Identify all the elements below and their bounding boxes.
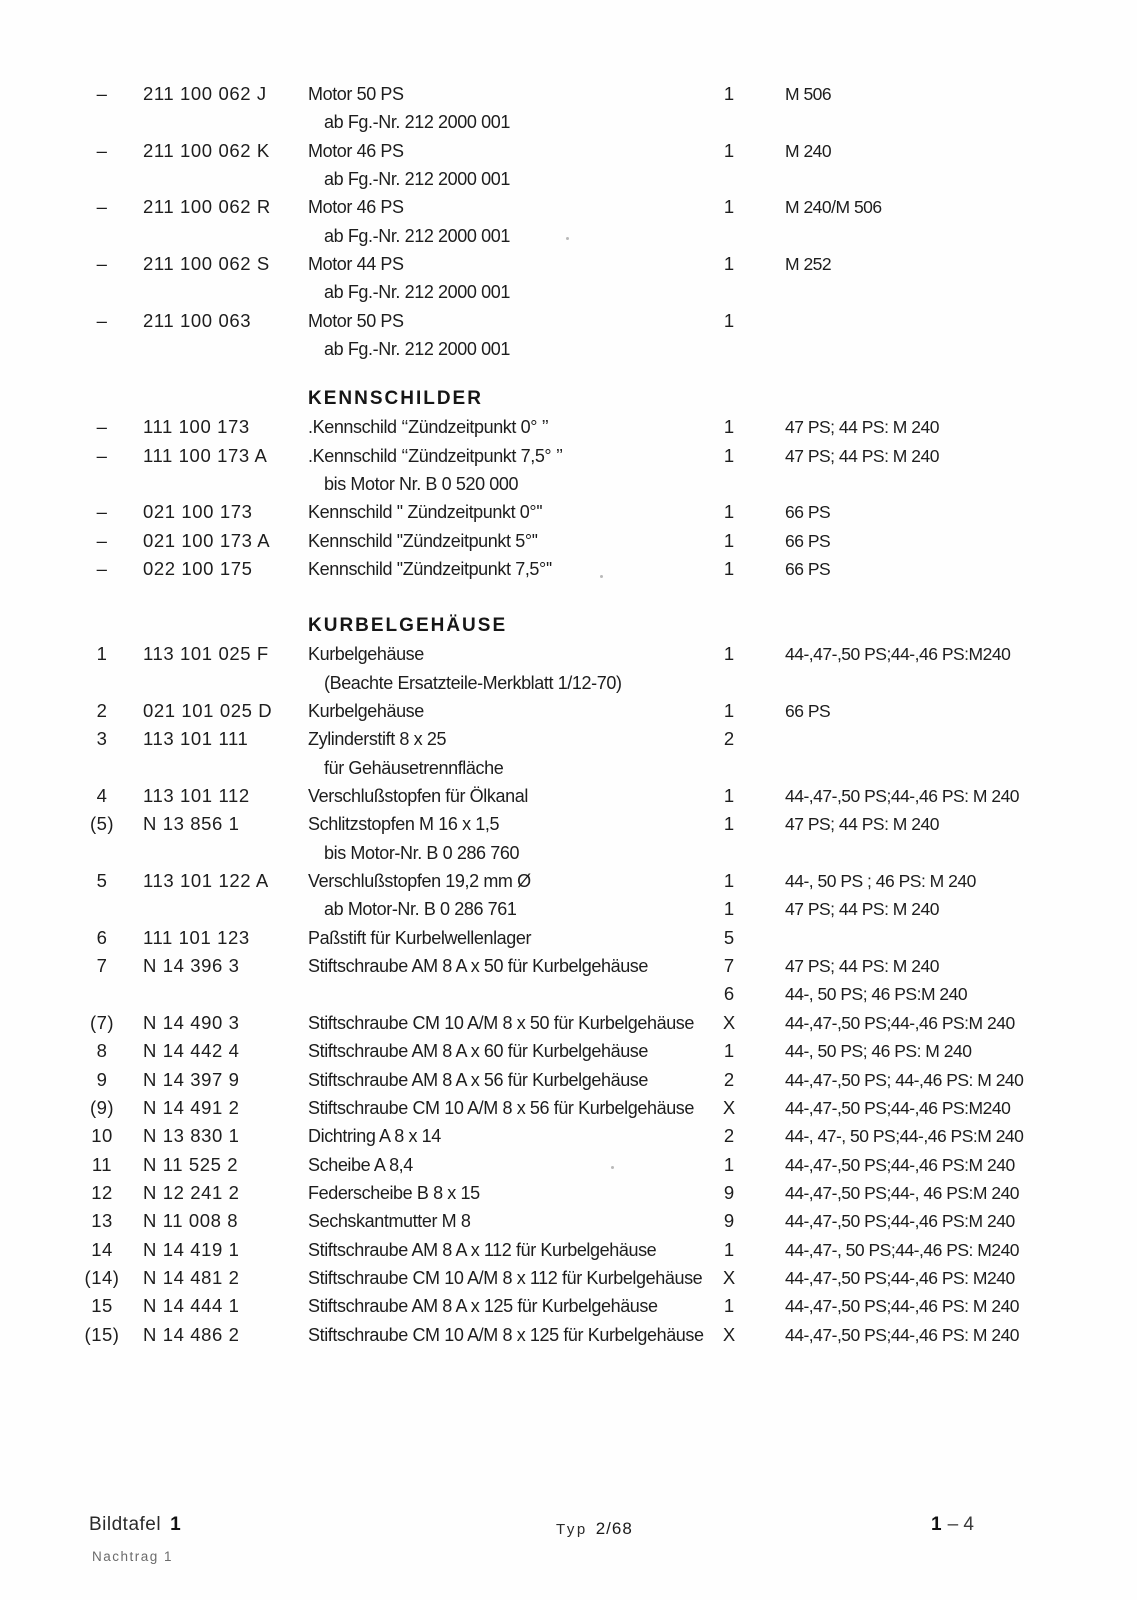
- table-row: [0, 470, 1137, 498]
- row-position: (9): [89, 1096, 115, 1118]
- table-row: [0, 669, 1137, 697]
- table-row: [0, 278, 1137, 306]
- table-row: [0, 527, 1137, 555]
- table-row: [0, 1264, 1137, 1292]
- description: Stiftschraube CM 10 A/M 8 x 56 für Kurbelgehäuse: [308, 1097, 695, 1118]
- quantity: 1: [723, 898, 735, 920]
- model-note: 44-,47-,50 PS;44-,46 PS:M240: [785, 644, 1011, 665]
- quantity: X: [722, 1266, 736, 1288]
- part-number: N 12 241 2: [143, 1181, 240, 1203]
- description: Verschlußstopfen für Ölkanal: [308, 786, 528, 807]
- model-note: 66 PS: [785, 502, 831, 523]
- description: ab Fg.-Nr. 212 2000 001: [324, 169, 510, 190]
- description: (Beachte Ersatzteile-Merkblatt 1/12-70): [324, 672, 622, 693]
- description: Motor 44 PS: [308, 254, 404, 275]
- description: Motor 46 PS: [308, 140, 404, 161]
- table-row: [0, 442, 1137, 470]
- model-note: 44-, 50 PS; 46 PS:M 240: [785, 984, 968, 1005]
- model-note: M 252: [785, 254, 832, 275]
- page-number-main: 1: [931, 1514, 942, 1535]
- model-note: 47 PS; 44 PS: M 240: [785, 956, 939, 977]
- part-number: N 14 491 2: [143, 1096, 240, 1118]
- description: Stiftschraube AM 8 A x 125 für Kurbelgehäuse: [308, 1296, 658, 1317]
- description: Kurbelgehäuse: [308, 701, 424, 722]
- part-number: 021 100 173 A: [143, 529, 271, 551]
- description: ab Motor-Nr. B 0 286 761: [324, 899, 517, 920]
- table-row: [0, 782, 1137, 810]
- quantity: 9: [723, 1181, 735, 1203]
- description: Kennschild '' Zündzeitpunkt 0°'': [308, 502, 543, 523]
- model-note: M 240: [785, 140, 832, 161]
- part-number: N 14 490 3: [143, 1011, 240, 1033]
- quantity: 1: [723, 1295, 735, 1317]
- row-position: 10: [91, 1125, 113, 1147]
- table-row: [0, 810, 1137, 838]
- row-position: 13: [91, 1210, 113, 1232]
- plate-reference: [89, 1514, 181, 1536]
- row-position: 6: [96, 926, 108, 948]
- section-motor-list: [0, 80, 1137, 363]
- part-number: N 14 396 3: [143, 955, 240, 977]
- part-number: 211 100 063: [143, 309, 252, 331]
- description: Schlitzstopfen M 16 x 1,5: [308, 814, 500, 835]
- description: Zylinderstift 8 x 25: [308, 729, 447, 750]
- part-number: N 14 444 1: [143, 1295, 240, 1317]
- plate-label: Bildtafel: [89, 1514, 162, 1535]
- table-row: [0, 80, 1137, 108]
- description: ab Fg.-Nr. 212 2000 001: [324, 225, 510, 246]
- table-row: [0, 193, 1137, 221]
- model-note: 44-, 50 PS ; 46 PS: M 240: [785, 871, 976, 892]
- quantity: 2: [723, 1068, 735, 1090]
- row-position: 5: [96, 870, 108, 892]
- table-row: [0, 250, 1137, 278]
- table-row: [0, 413, 1137, 441]
- scan-speck: [600, 575, 603, 578]
- row-position: (14): [84, 1266, 120, 1288]
- row-position: –: [96, 83, 108, 104]
- part-number: 211 100 062 R: [143, 196, 271, 218]
- model-note: M 506: [785, 84, 832, 104]
- row-position: 2: [96, 700, 108, 722]
- row-position: 15: [91, 1295, 113, 1317]
- model-note: 44-,47-,50 PS;44-,46 PS: M 240: [785, 786, 1020, 807]
- quantity: 1: [723, 444, 735, 466]
- table-row: [0, 924, 1137, 952]
- part-number: 021 100 173: [143, 501, 253, 523]
- part-number: N 14 397 9: [143, 1068, 240, 1090]
- description: Stiftschraube CM 10 A/M 8 x 50 für Kurbelgehäuse: [308, 1012, 695, 1033]
- page-number: [931, 1514, 974, 1536]
- quantity: 1: [723, 501, 735, 523]
- page-number-suffix: – 4: [947, 1514, 974, 1535]
- supplement-note: Nachtrag 1: [92, 1549, 174, 1564]
- part-number: 211 100 062 J: [143, 83, 267, 104]
- model-note: 44-,47-,50 PS;44-,46 PS:M 240: [785, 1154, 1015, 1175]
- table-row: [0, 498, 1137, 526]
- scan-speck: [611, 1166, 614, 1169]
- table-row: [0, 1037, 1137, 1065]
- section-title: KENNSCHILDER: [308, 388, 483, 409]
- description: Stiftschraube CM 10 A/M 8 x 112 für Kurbelgehäuse: [308, 1267, 703, 1288]
- part-number: N 14 486 2: [143, 1323, 240, 1345]
- part-number: N 11 008 8: [143, 1210, 239, 1232]
- table-row: [0, 108, 1137, 136]
- quantity: 1: [723, 1238, 735, 1260]
- model-note: 66 PS: [785, 701, 831, 722]
- section-kurbelgehaeuse: [0, 612, 1137, 1349]
- table-row: [0, 839, 1137, 867]
- table-row: [0, 754, 1137, 782]
- part-number: 111 100 173 A: [143, 444, 268, 466]
- part-number: N 13 856 1: [143, 813, 240, 835]
- row-position: 1: [96, 643, 108, 665]
- row-position: 14: [91, 1238, 113, 1260]
- model-note: 66 PS: [785, 559, 831, 580]
- description: Stiftschraube AM 8 A x 60 für Kurbelgehäuse: [308, 1041, 649, 1062]
- model-note: 44-, 47-, 50 PS;44-,46 PS:M 240: [785, 1126, 1024, 1147]
- part-number: 111 101 123: [143, 926, 250, 948]
- row-position: 11: [91, 1153, 113, 1175]
- model-note: 47 PS; 44 PS: M 240: [785, 417, 939, 438]
- table-row: [0, 1292, 1137, 1320]
- part-number: N 14 442 4: [143, 1040, 240, 1062]
- table-row: [0, 1009, 1137, 1037]
- description: ab Fg.-Nr. 212 2000 001: [324, 339, 510, 360]
- description: Scheibe A 8,4: [308, 1154, 413, 1175]
- quantity: 1: [723, 558, 735, 580]
- row-position: 7: [96, 955, 108, 977]
- quantity: 6: [723, 983, 735, 1005]
- description: Paßstift für Kurbelwellenlager: [308, 927, 532, 948]
- part-number: N 13 830 1: [143, 1125, 240, 1147]
- scan-speck: [566, 237, 569, 240]
- row-position: (15): [84, 1323, 120, 1345]
- part-number: 021 101 025 D: [143, 700, 273, 722]
- quantity: 1: [723, 785, 735, 807]
- row-position: 9: [96, 1068, 108, 1090]
- model-note: 44-,47-,50 PS;44-,46 PS: M240: [785, 1267, 1015, 1288]
- description: .Kennschild ‘‘Zündzeitpunkt 7,5° ’’: [308, 445, 563, 466]
- table-row: [0, 1122, 1137, 1150]
- model-note: 44-, 50 PS; 46 PS: M 240: [785, 1041, 972, 1062]
- description: .Kennschild ‘‘Zündzeitpunkt 0° ’’: [308, 417, 549, 438]
- table-row: [0, 307, 1137, 335]
- description: bis Motor-Nr. B 0 286 760: [324, 842, 520, 863]
- model-note: 66 PS: [785, 530, 831, 551]
- quantity: 1: [723, 253, 735, 275]
- row-position: –: [96, 253, 108, 275]
- description: Verschlußstopfen 19,2 mm Ø: [308, 871, 531, 892]
- row-position: –: [96, 501, 108, 523]
- row-position: –: [96, 196, 108, 218]
- model-note: 44-,47-,50 PS;44-,46 PS:M 240: [785, 1012, 1015, 1033]
- description: ab Fg.-Nr. 212 2000 001: [324, 282, 510, 303]
- row-position: (7): [89, 1011, 115, 1033]
- description: Stiftschraube AM 8 A x 50 für Kurbelgehäuse: [308, 956, 649, 977]
- table-row: [0, 222, 1137, 250]
- quantity: 1: [723, 1153, 735, 1175]
- description: für Gehäusetrennfläche: [324, 757, 504, 778]
- table-row: [0, 640, 1137, 668]
- quantity: 1: [723, 1040, 735, 1062]
- row-position: 8: [96, 1040, 108, 1062]
- row-position: –: [96, 444, 108, 466]
- row-position: (5): [89, 813, 115, 835]
- quantity: X: [722, 1323, 736, 1345]
- part-number: 113 101 025 F: [143, 643, 269, 665]
- description: Kennschild ''Zündzeitpunkt 5°'': [308, 530, 538, 551]
- quantity: 1: [723, 643, 735, 665]
- description: Stiftschraube AM 8 A x 56 für Kurbelgehäuse: [308, 1069, 649, 1090]
- section-kennschilder: [0, 385, 1137, 583]
- quantity: 2: [723, 728, 735, 750]
- table-row: [0, 1094, 1137, 1122]
- part-number: N 14 419 1: [143, 1238, 240, 1260]
- description: Federscheibe B 8 x 15: [308, 1182, 480, 1203]
- table-row: [0, 1321, 1137, 1349]
- quantity: X: [722, 1096, 736, 1118]
- part-number: 113 101 122 A: [143, 870, 269, 892]
- model-note: 44-,47-,50 PS;44-,46 PS: M 240: [785, 1324, 1020, 1345]
- table-row: [0, 1066, 1137, 1094]
- model-note: 47 PS; 44 PS: M 240: [785, 899, 939, 920]
- description: Motor 46 PS: [308, 197, 404, 218]
- model-note: 44-,47-,50 PS; 44-,46 PS: M 240: [785, 1069, 1024, 1090]
- part-number: N 14 481 2: [143, 1266, 240, 1288]
- table-row: [0, 952, 1137, 980]
- part-number: 113 101 111: [143, 728, 249, 750]
- table-row: [0, 1179, 1137, 1207]
- description: Sechskantmutter M 8: [308, 1211, 471, 1232]
- table-row: [0, 725, 1137, 753]
- model-note: 47 PS; 44 PS: M 240: [785, 445, 939, 466]
- quantity: 1: [723, 139, 735, 161]
- model-note: M 240/M 506: [785, 197, 882, 218]
- quantity: 1: [723, 196, 735, 218]
- table-row: [0, 137, 1137, 165]
- row-position: –: [96, 558, 108, 580]
- model-note: 44-,47-,50 PS;44-,46 PS:M240: [785, 1097, 1011, 1118]
- description: bis Motor Nr. B 0 520 000: [324, 474, 519, 495]
- table-row: [0, 980, 1137, 1008]
- type-value: 2/68: [595, 1519, 633, 1538]
- row-position: –: [96, 309, 108, 331]
- quantity: 1: [723, 529, 735, 551]
- quantity: 1: [723, 870, 735, 892]
- description: Motor 50 PS: [308, 310, 404, 331]
- quantity: 1: [723, 700, 735, 722]
- type-label: Typ: [556, 1521, 588, 1538]
- section-title: KURBELGEHÄUSE: [308, 615, 508, 636]
- type-reference: [556, 1519, 633, 1539]
- part-number: 111 100 173: [143, 416, 250, 438]
- table-row: [0, 555, 1137, 583]
- description: Dichtring A 8 x 14: [308, 1126, 441, 1147]
- quantity: 1: [723, 416, 735, 438]
- row-position: 12: [91, 1181, 113, 1203]
- model-note: 44-,47-,50 PS;44-,46 PS:M 240: [785, 1211, 1015, 1232]
- model-note: 47 PS; 44 PS: M 240: [785, 814, 939, 835]
- table-row: [0, 867, 1137, 895]
- quantity: X: [722, 1011, 736, 1033]
- quantity: 2: [723, 1125, 735, 1147]
- quantity: 1: [723, 83, 735, 104]
- table-row: [0, 335, 1137, 363]
- table-row: [0, 1151, 1137, 1179]
- table-row: [0, 697, 1137, 725]
- row-position: –: [96, 139, 108, 161]
- row-position: 3: [96, 728, 108, 750]
- part-number: 211 100 062 S: [143, 253, 270, 275]
- row-position: –: [96, 416, 108, 438]
- model-note: 44-,47-,50 PS;44-,46 PS: M 240: [785, 1296, 1020, 1317]
- description: ab Fg.-Nr. 212 2000 001: [324, 112, 510, 133]
- table-row: [0, 165, 1137, 193]
- description: Kennschild ''Zündzeitpunkt 7,5°'': [308, 559, 552, 580]
- plate-number: 1: [170, 1514, 182, 1535]
- row-position: –: [96, 529, 108, 551]
- quantity: 1: [723, 813, 735, 835]
- description: Stiftschraube AM 8 A x 112 für Kurbelgehäuse: [308, 1239, 657, 1260]
- model-note: 44-,47-,50 PS;44-, 46 PS:M 240: [785, 1182, 1020, 1203]
- quantity: 9: [723, 1210, 735, 1232]
- part-number: N 11 525 2: [143, 1153, 239, 1175]
- quantity: 5: [723, 926, 735, 948]
- table-row: [0, 1236, 1137, 1264]
- part-number: 113 101 112: [143, 785, 250, 807]
- description: Kurbelgehäuse: [308, 644, 424, 665]
- part-number: 022 100 175: [143, 558, 253, 580]
- model-note: 44-,47-, 50 PS;44-,46 PS: M240: [785, 1239, 1020, 1260]
- description: Stiftschraube CM 10 A/M 8 x 125 für Kurbelgehäuse: [308, 1324, 704, 1345]
- part-number: 211 100 062 K: [143, 139, 270, 161]
- quantity: 7: [723, 955, 735, 977]
- description: Motor 50 PS: [308, 84, 404, 104]
- quantity: 1: [723, 309, 735, 331]
- row-position: 4: [96, 785, 108, 807]
- table-row: [0, 1207, 1137, 1235]
- table-row: [0, 895, 1137, 923]
